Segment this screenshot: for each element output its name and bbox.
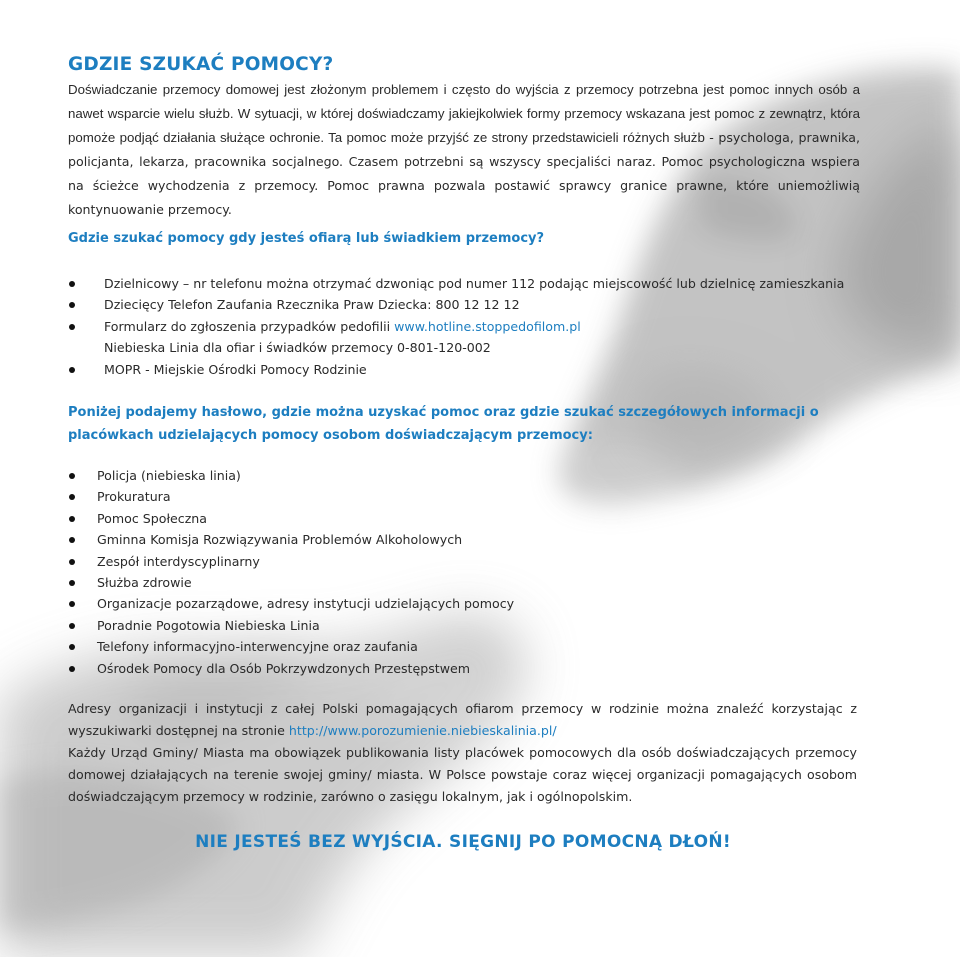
bullet-icon <box>69 516 75 522</box>
bullet-icon <box>69 281 75 287</box>
bullet-icon <box>69 666 75 672</box>
porozumienie-link[interactable]: http://www.porozumienie.niebieskalinia.pl/ <box>288 723 557 738</box>
institutions-intro-heading: Poniżej podajemy hasłowo, gdzie można uzyskać pomoc oraz gdzie szukać szczegółowych informacji o placówkach udzielających pomocy osobom doświadczającym przemocy: <box>68 405 819 443</box>
list-item: MOPR - Miejskie Ośrodki Pomocy Rodzinie <box>104 359 844 380</box>
municipality-info-paragraph: Każdy Urząd Gminy/ Miasta ma obowiązek publikowania listy placówek pomocowych dla osób doświadczających przemocy domowej działających na terenie swojej gminy/ miasta. W Polsce powstaje coraz więcej organizacji pomagających osobom doświadczającym przemocy w rodzinie, zarówno o zasięgu lokalnym, jak i ogólnopolskim. <box>68 745 857 804</box>
list-item: Formularz do zgłoszenia przypadków pedofilii www.hotline.stoppedofilom.pl <box>104 316 844 337</box>
list-item: Prokuratura <box>97 486 514 507</box>
contacts-list <box>104 273 844 380</box>
bullet-icon <box>69 494 75 500</box>
bullet-icon <box>69 623 75 629</box>
list-item: Służba zdrowie <box>97 572 514 593</box>
list-item: Gminna Komisja Rozwiązywania Problemów Alkoholowych <box>97 529 514 550</box>
list-item: Poradnie Pogotowia Niebieska Linia <box>97 615 514 636</box>
outro-section <box>68 698 857 808</box>
list-item: Telefony informacyjno-interwencyjne oraz zaufania <box>97 636 514 657</box>
institutions-list <box>97 465 514 679</box>
intro-text-part-1: Doświadczanie przemocy domowej jest złożonym problemem i często do wyjścia z przemocy potrzebna jest pomoc innych osób a nawet wsparcie wielu służb. W sytuacji, w której doświadczamy jakiejkolwiek formy przemocy wskazana jest pomoc z zewnątrz, która pomoże podjąć działania służące ochronie. Ta pomoc może przyjść ze strony przedstawicieli różnych służb <box>68 82 860 145</box>
bullet-icon <box>69 580 75 586</box>
bullet-icon <box>69 601 75 607</box>
where-to-find-help-heading: Gdzie szukać pomocy gdy jesteś ofiarą lub świadkiem przemocy? <box>68 231 545 246</box>
list-item: Zespół interdyscyplinarny <box>97 551 514 572</box>
list-item: Niebieska Linia dla ofiar i świadków przemocy 0-801-120-002 <box>104 340 491 356</box>
search-info-paragraph: Adresy organizacji i instytucji z całej Polski pomagających ofiarom przemocy w rodzinie można znaleźć korzystając z wyszukiwarki dostępnej na stronie http://www.porozumienie.niebieskalinia.pl/ <box>68 701 857 738</box>
closing-slogan: NIE JESTEŚ BEZ WYJŚCIA. SIĘGNIJ PO POMOCNĄ DŁOŃ! <box>195 832 731 852</box>
list-item: Organizacje pozarządowe, adresy instytucji udzielających pomocy <box>97 593 514 614</box>
page-title: GDZIE SZUKAĆ POMOCY? <box>68 54 334 75</box>
bullet-icon <box>69 324 75 330</box>
bullet-icon <box>69 559 75 565</box>
list-item: Ośrodek Pomocy dla Osób Pokrzywdzonych Przestępstwem <box>97 658 514 679</box>
list-item: Pomoc Społeczna <box>97 508 514 529</box>
list-item: Dziecięcy Telefon Zaufania Rzecznika Praw Dziecka: 800 12 12 12 <box>104 294 844 315</box>
bullet-icon <box>69 302 75 308</box>
list-item: Policja (niebieska linia) <box>97 465 514 486</box>
stoppedofilom-link[interactable]: www.hotline.stoppedofilom.pl <box>394 318 581 334</box>
bullet-icon <box>69 367 75 373</box>
list-item: Dzielnicowy – nr telefonu można otrzymać dzwoniąc pod numer 112 podając miejscowość lub dzielnicę zamieszkania <box>104 273 844 294</box>
bullet-icon <box>69 473 75 479</box>
intro-text-part-2: - psychologa, prawnika, policjanta, lekarza, pracownika socjalnego. Czasem potrzebni są wszyscy specjaliści naraz. Pomoc psychologiczna wspiera na ścieżce wychodzenia z przemocy. Pomoc prawna pozwala postawić sprawcy granice prawne, które uniemożliwią kontynuowanie przemocy. <box>68 130 860 217</box>
bullet-icon <box>69 537 75 543</box>
intro-paragraph <box>68 78 860 222</box>
bullet-icon <box>69 644 75 650</box>
